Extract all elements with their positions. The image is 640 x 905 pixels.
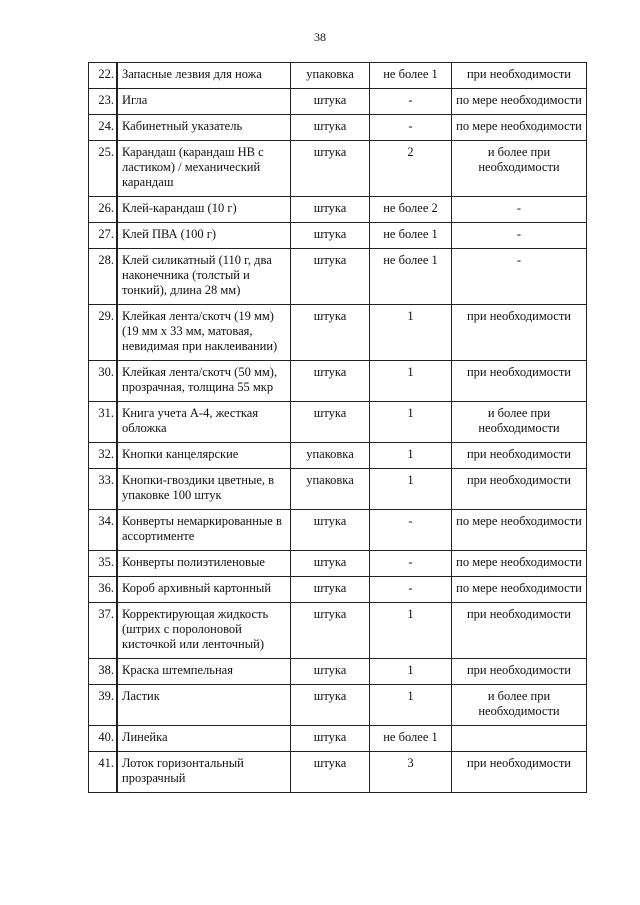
item-note: при необходимости: [452, 305, 587, 361]
item-name: Ластик: [117, 685, 291, 726]
row-number: 22.: [89, 63, 118, 89]
table-row: [89, 685, 587, 726]
item-note: и более при необходимости: [452, 141, 587, 197]
table-row: [89, 141, 587, 197]
item-unit: штука: [291, 89, 370, 115]
table-row: [89, 63, 587, 89]
item-unit: штука: [291, 603, 370, 659]
table-row: [89, 197, 587, 223]
item-note: [452, 726, 587, 752]
item-note: -: [452, 223, 587, 249]
item-unit: штука: [291, 223, 370, 249]
item-note: по мере необходимости: [452, 551, 587, 577]
item-note: -: [452, 197, 587, 223]
row-number: 28.: [89, 249, 118, 305]
table-row: [89, 659, 587, 685]
row-number: 35.: [89, 551, 118, 577]
item-quantity: не более 1: [370, 726, 452, 752]
row-number: 32.: [89, 443, 118, 469]
item-name: Кнопки канцелярские: [117, 443, 291, 469]
table-row: [89, 249, 587, 305]
item-name: Клей ПВА (100 г): [117, 223, 291, 249]
item-name: Кнопки-гвоздики цветные, в упаковке 100 штук: [117, 469, 291, 510]
item-name: Карандаш (карандаш НВ с ластиком) / механический карандаш: [117, 141, 291, 197]
item-unit: штука: [291, 752, 370, 793]
item-unit: упаковка: [291, 63, 370, 89]
item-unit: штука: [291, 197, 370, 223]
row-number: 25.: [89, 141, 118, 197]
row-number: 38.: [89, 659, 118, 685]
item-note: при необходимости: [452, 63, 587, 89]
table-row: [89, 305, 587, 361]
row-number: 39.: [89, 685, 118, 726]
item-note: и более при необходимости: [452, 402, 587, 443]
row-number: 23.: [89, 89, 118, 115]
item-unit: штука: [291, 685, 370, 726]
row-number: 34.: [89, 510, 118, 551]
item-name: Конверты немаркированные в ассортименте: [117, 510, 291, 551]
item-note: по мере необходимости: [452, 510, 587, 551]
table-row: [89, 510, 587, 551]
item-name: Линейка: [117, 726, 291, 752]
row-number: 27.: [89, 223, 118, 249]
item-note: по мере необходимости: [452, 115, 587, 141]
table-row: [89, 402, 587, 443]
item-quantity: -: [370, 89, 452, 115]
table-row: [89, 577, 587, 603]
item-note: и более при необходимости: [452, 685, 587, 726]
item-quantity: 1: [370, 443, 452, 469]
item-note: -: [452, 249, 587, 305]
page-number: 38: [314, 30, 326, 44]
item-note: по мере необходимости: [452, 89, 587, 115]
item-name: Клейкая лента/скотч (50 мм), прозрачная, толщина 55 мкр: [117, 361, 291, 402]
item-unit: штука: [291, 577, 370, 603]
table-row: [89, 443, 587, 469]
item-quantity: 1: [370, 361, 452, 402]
row-number: 41.: [89, 752, 118, 793]
item-name: Клей-карандаш (10 г): [117, 197, 291, 223]
table-row: [89, 361, 587, 402]
item-note: при необходимости: [452, 361, 587, 402]
item-quantity: 1: [370, 685, 452, 726]
item-quantity: 1: [370, 469, 452, 510]
item-name: Лоток горизонтальный прозрачный: [117, 752, 291, 793]
row-number: 26.: [89, 197, 118, 223]
item-name: Книга учета А-4, жесткая обложка: [117, 402, 291, 443]
item-unit: штука: [291, 249, 370, 305]
item-quantity: -: [370, 551, 452, 577]
item-note: по мере необходимости: [452, 577, 587, 603]
item-quantity: не более 1: [370, 63, 452, 89]
item-quantity: 3: [370, 752, 452, 793]
item-unit: упаковка: [291, 443, 370, 469]
item-quantity: -: [370, 115, 452, 141]
item-quantity: 1: [370, 305, 452, 361]
table-row: [89, 223, 587, 249]
item-unit: штука: [291, 402, 370, 443]
item-name: Клейкая лента/скотч (19 мм) (19 мм х 33 мм, матовая, невидимая при наклеивании): [117, 305, 291, 361]
item-quantity: 1: [370, 659, 452, 685]
item-quantity: -: [370, 577, 452, 603]
row-number: 29.: [89, 305, 118, 361]
item-name: Корректирующая жидкость (штрих с поролоновой кисточкой или ленточный): [117, 603, 291, 659]
item-name: Краска штемпельная: [117, 659, 291, 685]
item-unit: штука: [291, 305, 370, 361]
table-row: [89, 89, 587, 115]
supply-table-body: [89, 63, 587, 793]
row-number: 31.: [89, 402, 118, 443]
item-unit: упаковка: [291, 469, 370, 510]
item-unit: штука: [291, 659, 370, 685]
item-unit: штука: [291, 510, 370, 551]
table-row: [89, 469, 587, 510]
table-row: [89, 115, 587, 141]
item-note: при необходимости: [452, 443, 587, 469]
item-quantity: не более 1: [370, 223, 452, 249]
item-quantity: 1: [370, 402, 452, 443]
item-quantity: -: [370, 510, 452, 551]
item-unit: штука: [291, 361, 370, 402]
row-number: 40.: [89, 726, 118, 752]
row-number: 33.: [89, 469, 118, 510]
table-row: [89, 752, 587, 793]
item-unit: штука: [291, 141, 370, 197]
table-row: [89, 726, 587, 752]
item-name: Конверты полиэтиленовые: [117, 551, 291, 577]
table-row: [89, 551, 587, 577]
item-name: Игла: [117, 89, 291, 115]
item-name: Короб архивный картонный: [117, 577, 291, 603]
item-note: при необходимости: [452, 659, 587, 685]
item-quantity: 2: [370, 141, 452, 197]
row-number: 36.: [89, 577, 118, 603]
item-name: Кабинетный указатель: [117, 115, 291, 141]
supply-table: [88, 62, 587, 793]
row-number: 30.: [89, 361, 118, 402]
row-number: 37.: [89, 603, 118, 659]
item-note: при необходимости: [452, 752, 587, 793]
item-unit: штука: [291, 115, 370, 141]
item-quantity: 1: [370, 603, 452, 659]
item-unit: штука: [291, 726, 370, 752]
table-row: [89, 603, 587, 659]
item-quantity: не более 2: [370, 197, 452, 223]
item-quantity: не более 1: [370, 249, 452, 305]
item-note: при необходимости: [452, 603, 587, 659]
item-name: Клей силикатный (110 г, два наконечника (толстый и тонкий), длина 28 мм): [117, 249, 291, 305]
item-unit: штука: [291, 551, 370, 577]
row-number: 24.: [89, 115, 118, 141]
item-note: при необходимости: [452, 469, 587, 510]
item-name: Запасные лезвия для ножа: [117, 63, 291, 89]
